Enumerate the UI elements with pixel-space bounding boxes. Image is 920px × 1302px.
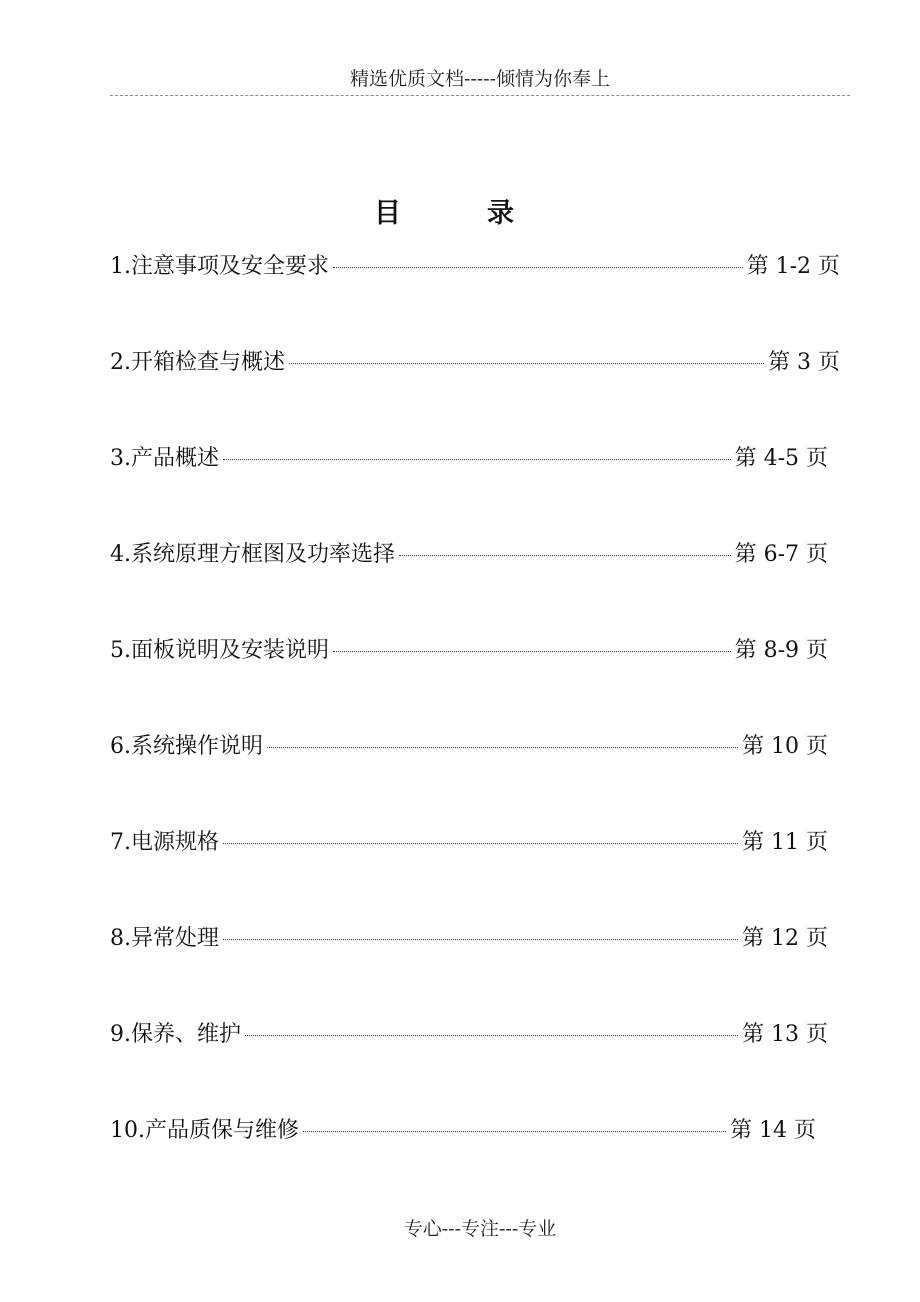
toc-entry-label: 6.系统操作说明 (110, 733, 263, 759)
toc-entry-4[interactable] (110, 530, 828, 574)
toc-dot-leader (333, 651, 731, 652)
toc-entry-page: 第 1-2 页 (746, 253, 840, 279)
toc-dot-leader (223, 939, 738, 940)
page-header: 精选优质文档-----倾情为你奉上 (349, 68, 611, 90)
toc-entry-label: 9.保养、维护 (110, 1021, 241, 1047)
toc-entry-label: 1.注意事项及安全要求 (110, 253, 329, 279)
toc-entry-label: 4.系统原理方框图及功率选择 (110, 541, 395, 567)
toc-entry-8[interactable] (110, 914, 828, 958)
toc-entry-page: 第 11 页 (742, 829, 828, 855)
toc-entry-page: 第 10 页 (742, 733, 828, 759)
toc-entry-label: 8.异常处理 (110, 925, 219, 951)
toc-entry-10[interactable] (110, 1106, 816, 1150)
toc-entry-page: 第 8-9 页 (734, 637, 828, 663)
toc-entry-3[interactable] (110, 434, 828, 478)
toc-entry-page: 第 6-7 页 (734, 541, 828, 567)
toc-entry-label: 7.电源规格 (110, 829, 219, 855)
toc-entry-page: 第 13 页 (742, 1021, 828, 1047)
toc-entry-page: 第 3 页 (768, 349, 840, 375)
toc-dot-leader (333, 267, 743, 268)
toc-dot-leader (223, 459, 731, 460)
toc-entry-label: 3.产品概述 (110, 445, 219, 471)
toc-dot-leader (289, 363, 764, 364)
toc-entry-label: 10.产品质保与维修 (110, 1117, 299, 1143)
toc-entry-label: 5.面板说明及安装说明 (110, 637, 329, 663)
toc-entry-9[interactable] (110, 1010, 828, 1054)
toc-dot-leader (245, 1035, 738, 1036)
header-divider (110, 95, 850, 96)
toc-entry-6[interactable] (110, 722, 828, 766)
toc-dot-leader (303, 1131, 726, 1132)
toc-entry-label: 2.开箱检查与概述 (110, 349, 285, 375)
page-footer: 专心---专注---专业 (403, 1218, 557, 1240)
toc-entry-5[interactable] (110, 626, 828, 670)
toc-dot-leader (399, 555, 731, 556)
toc-entry-page: 第 12 页 (742, 925, 828, 951)
toc-dot-leader (267, 747, 738, 748)
toc-dot-leader (223, 843, 738, 844)
toc-title: 目录 (374, 198, 600, 229)
toc-entry-7[interactable] (110, 818, 828, 862)
toc-entry-2[interactable] (110, 338, 840, 382)
toc-entry-page: 第 4-5 页 (734, 445, 828, 471)
toc-entry-page: 第 14 页 (730, 1117, 816, 1143)
toc-entry-1[interactable] (110, 242, 840, 286)
